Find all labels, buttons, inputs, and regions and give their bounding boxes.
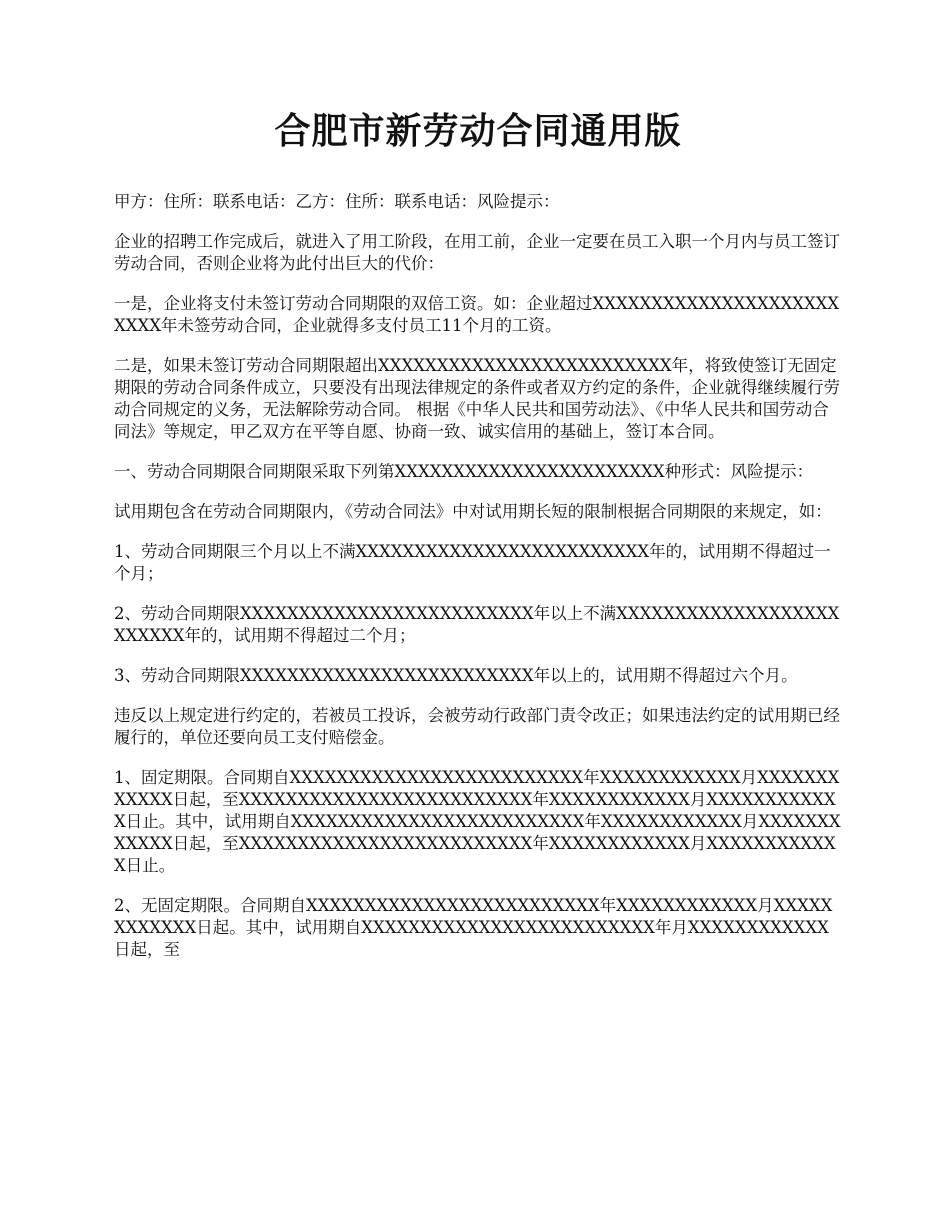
paragraph-parties: 甲方：住所：联系电话：乙方：住所：联系电话：风险提示：	[114, 192, 560, 212]
paragraph-open-term: 2、无固定期限。合同期自XXXXXXXXXXXXXXXXXXXXXXXXX年XXXXXXXXXXXX月XXXXXXXXXXXX日起。其中，试用期自XXXXXXXXXXXXXXXXXXXXXXXXX年月XXXXXXXXXXXX日起，至	[114, 896, 833, 960]
paragraph-violation-note: 违反以上规定进行约定的，若被员工投诉，会被劳动行政部门责令改正；如果违法约定的试用期已经履行的，单位还要向员工支付赔偿金。	[114, 706, 840, 748]
paragraph-probation-rule-1: 1、劳动合同期限三个月以上不满XXXXXXXXXXXXXXXXXXXXXXXXX年的，试用期不得超过一个月；	[114, 542, 831, 584]
paragraph-contract-term: 一、劳动合同期限合同期限采取下列第XXXXXXXXXXXXXXXXXXXXXXX种形式：风险提示：	[114, 462, 814, 482]
paragraph-probation-rule-3: 3、劳动合同期限XXXXXXXXXXXXXXXXXXXXXXXXX年以上的，试用期不得超过六个月。	[114, 666, 798, 686]
paragraph-fixed-term: 1、固定期限。合同期自XXXXXXXXXXXXXXXXXXXXXXXXX年XXXXXXXXXXXX月XXXXXXXXXXXX日起，至XXXXXXXXXXXXXXXXXXXXXXXXX年XXXXXXXXXXXX月XXXXXXXXXXXX日止。其中，试用期自XXXXXXXXXXXXXXXXXXXXXXXXX年XXXXXXXXXXXX月XXXXXXXXXXXX日起，至XXXXXXXXXXXXXXXXXXXXXXXXX年XXXXXXXXXXXX月XXXXXXXXXXXX日止。	[114, 768, 841, 876]
paragraph-risk-two: 二是，如果未签订劳动合同期限超出XXXXXXXXXXXXXXXXXXXXXXXXX年，将致使签订无固定期限的劳动合同条件成立，只要没有出现法律规定的条件或者双方约定的条件，企业就得继续履行劳动合同规定的义务，无法解除劳动合同。 根据《中华人民共和国劳动法》、《中华人民共和国劳动合同法》等规定，甲乙双方在平等自愿、协商一致、诚实信用的基础上，签订本合同。	[114, 356, 840, 442]
paragraph-probation-rule-2: 2、劳动合同期限XXXXXXXXXXXXXXXXXXXXXXXXX年以上不满XXXXXXXXXXXXXXXXXXXXXXXXX年的，试用期不得超过二个月；	[114, 604, 840, 646]
document-title: 合肥市新劳动合同通用版	[274, 110, 682, 152]
paragraph-intro: 企业的招聘工作完成后，就进入了用工阶段，在用工前，企业一定要在员工入职一个月内与员工签订劳动合同，否则企业将为此付出巨大的代价：	[114, 232, 840, 274]
paragraph-risk-one: 一是，企业将支付未签订劳动合同期限的双倍工资。如：企业超过XXXXXXXXXXXXXXXXXXXXXXXXX年未签劳动合同，企业就得多支付员工11个月的工资。	[114, 294, 840, 336]
paragraph-probation-note: 试用期包含在劳动合同期限内，《劳动合同法》中对试用期长短的限制根据合同期限的来规定，如：	[114, 502, 832, 522]
